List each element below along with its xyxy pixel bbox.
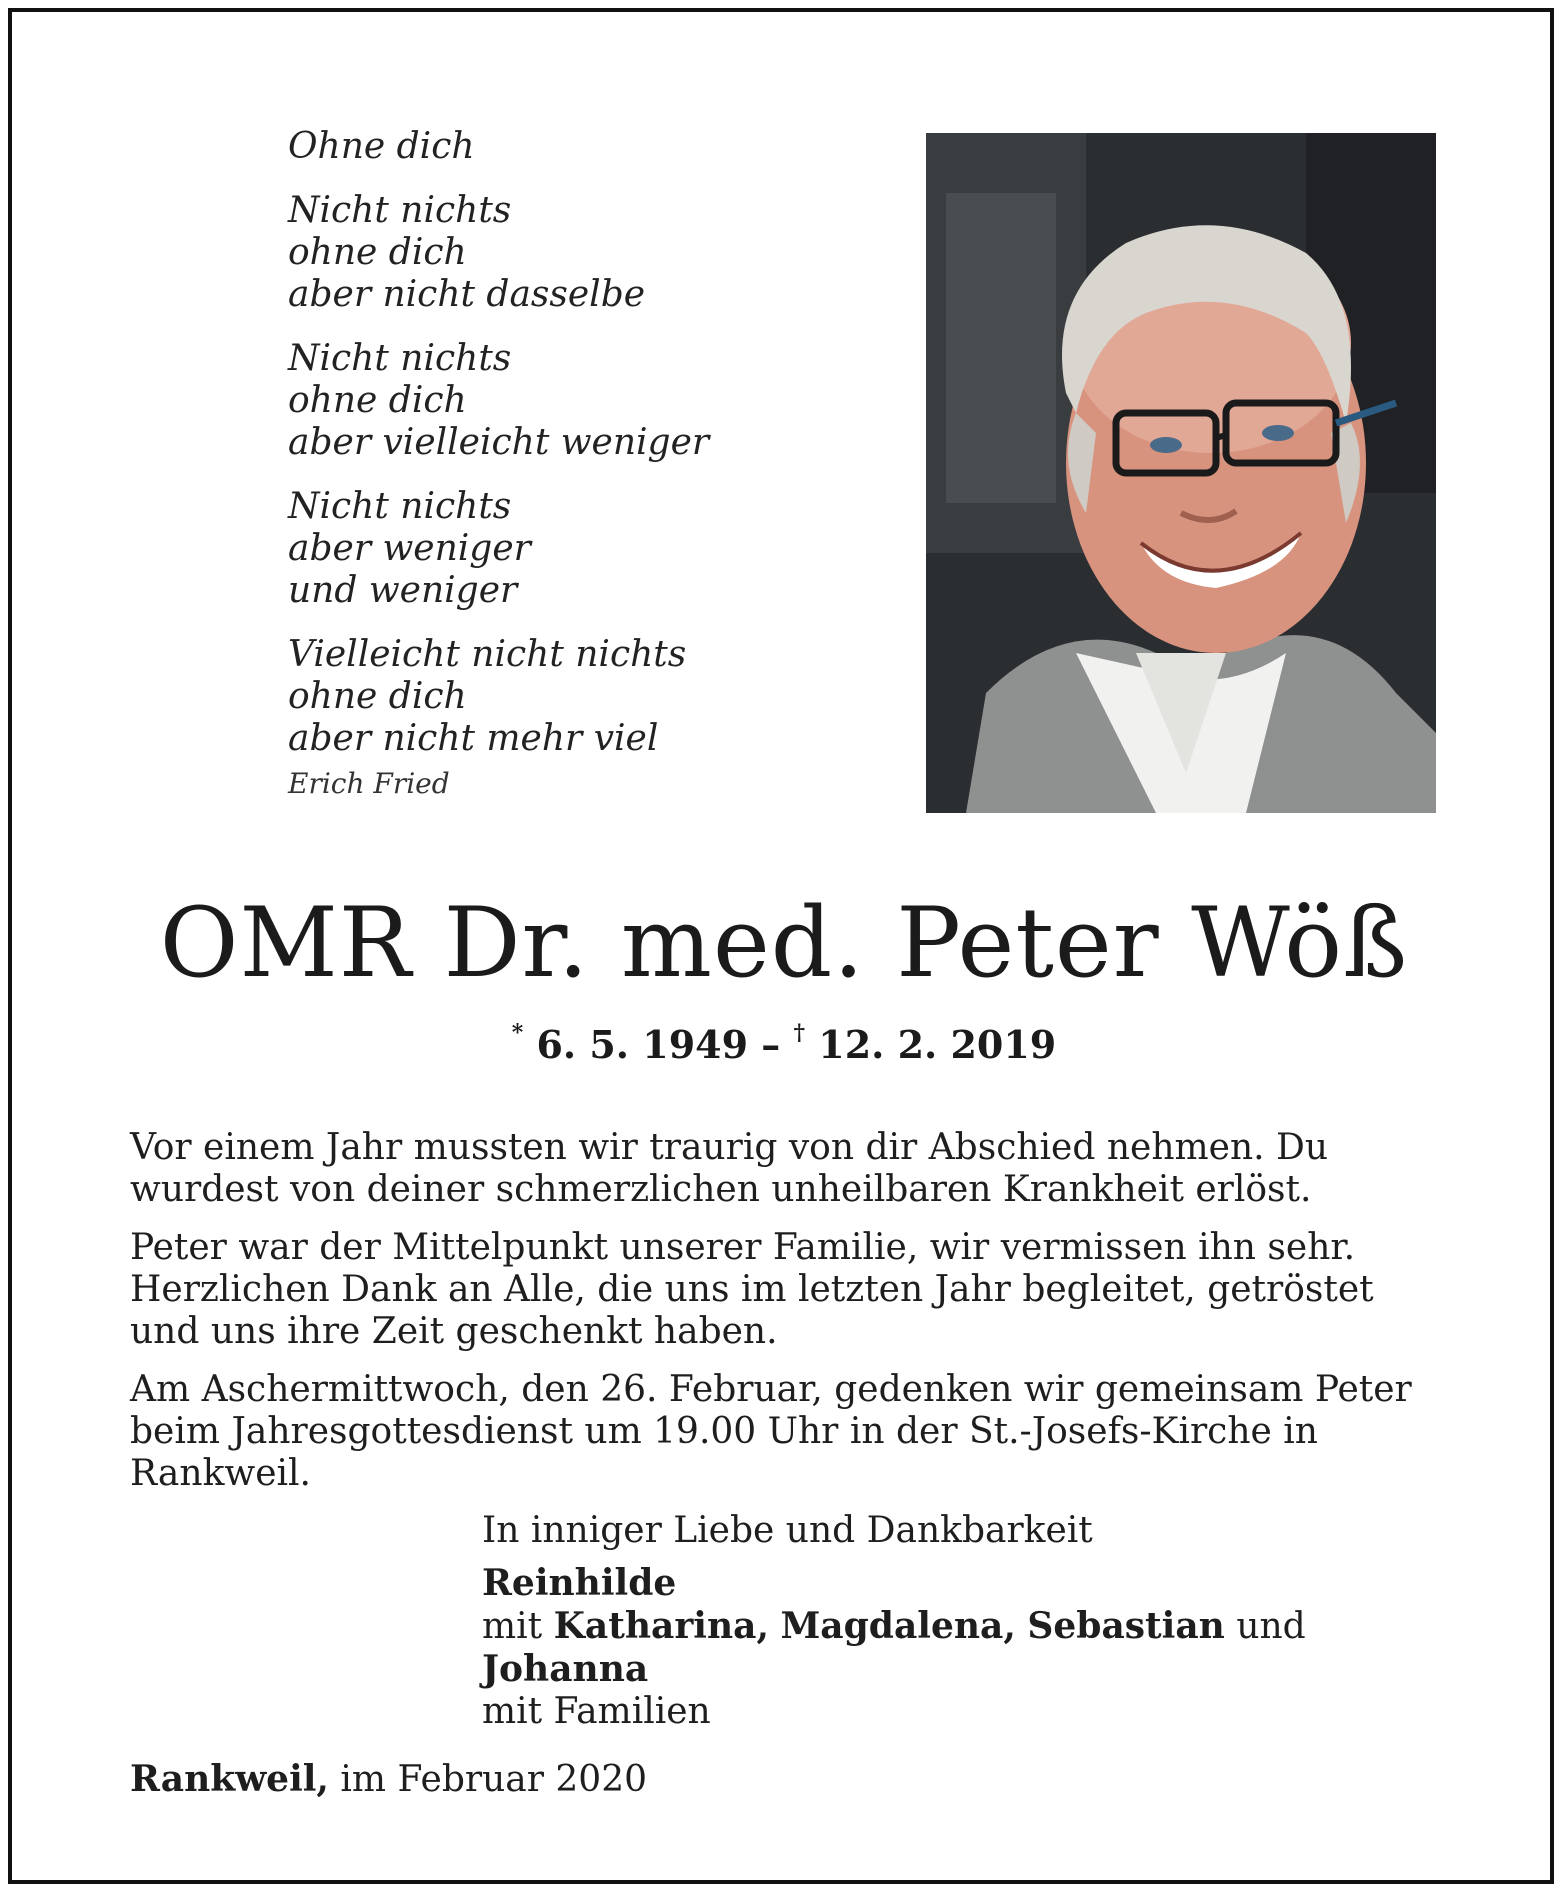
child-name: Johanna xyxy=(482,1648,649,1690)
death-cross-symbol: † xyxy=(793,1020,806,1047)
and-text: und xyxy=(1236,1606,1306,1647)
poem-stanza xyxy=(288,190,848,316)
poem-stanza xyxy=(288,486,848,612)
families-line: mit Familien xyxy=(482,1691,711,1732)
life-dates xyxy=(0,1022,1568,1067)
poem-stanza xyxy=(288,634,848,760)
poem xyxy=(288,126,848,800)
death-date: 12. 2. 2019 xyxy=(818,1022,1057,1067)
birth-star-symbol: * xyxy=(511,1020,524,1047)
spouse-name: Reinhilde xyxy=(482,1562,677,1604)
deceased-name: OMR Dr. med. Peter Wöß xyxy=(159,887,1409,999)
poem-stanza xyxy=(288,126,848,168)
poem-line: Nicht nichts xyxy=(288,190,512,231)
birth-date: 6. 5. 1949 xyxy=(536,1022,749,1067)
poem-line: ohne dich xyxy=(288,676,467,717)
child-name: Sebastian xyxy=(1027,1605,1225,1647)
poem-stanza xyxy=(288,338,848,464)
body-paragraph: Vor einem Jahr mussten wir traurig von dir Abschied nehmen. Du wurdest von deiner schmerzlichen unheilbaren Krankheit erlöst. xyxy=(130,1127,1329,1210)
portrait-illustration xyxy=(926,133,1436,813)
poem-line: aber nicht mehr viel xyxy=(288,718,659,759)
poem-line: ohne dich xyxy=(288,232,467,273)
signature-block xyxy=(482,1510,1462,1733)
poem-line: Nicht nichts xyxy=(288,486,512,527)
portrait-photo xyxy=(926,133,1436,813)
notice-date: im Februar 2020 xyxy=(340,1759,648,1800)
poem-line: aber nicht dasselbe xyxy=(288,274,646,315)
town-name: Rankweil, xyxy=(130,1758,329,1800)
poem-line: Vielleicht nicht nichts xyxy=(288,634,687,675)
poem-line: Nicht nichts xyxy=(288,338,512,379)
body-paragraph: Am Aschermittwoch, den 26. Februar, gedenken wir gemeinsam Peter beim Jahresgottesdienst um 19.00 Uhr in der St.-Josefs-Kirche in Rankweil. xyxy=(130,1369,1412,1494)
children-line xyxy=(482,1605,1462,1691)
signature-intro: In inniger Liebe und Dankbarkeit xyxy=(482,1510,1093,1551)
date-separator: – xyxy=(761,1022,781,1067)
child-name: Magdalena, xyxy=(780,1605,1016,1647)
with-text: mit xyxy=(482,1606,543,1647)
poem-line: Ohne dich xyxy=(288,126,475,167)
poem-line: und weniger xyxy=(288,570,518,611)
notice-body xyxy=(130,1127,1450,1511)
poem-line: ohne dich xyxy=(288,380,467,421)
poem-line: aber weniger xyxy=(288,528,531,569)
place-date xyxy=(130,1758,647,1801)
child-name: Katharina, xyxy=(553,1605,769,1647)
body-paragraph: Peter war der Mittelpunkt unserer Familie, wir vermissen ihn sehr. Herzlichen Dank an Alle, die uns im letzten Jahr begleitet, getröstet und uns ihre Zeit geschenkt haben. xyxy=(130,1227,1374,1352)
poem-author: Erich Fried xyxy=(288,767,450,800)
poem-line: aber vielleicht weniger xyxy=(288,422,710,463)
